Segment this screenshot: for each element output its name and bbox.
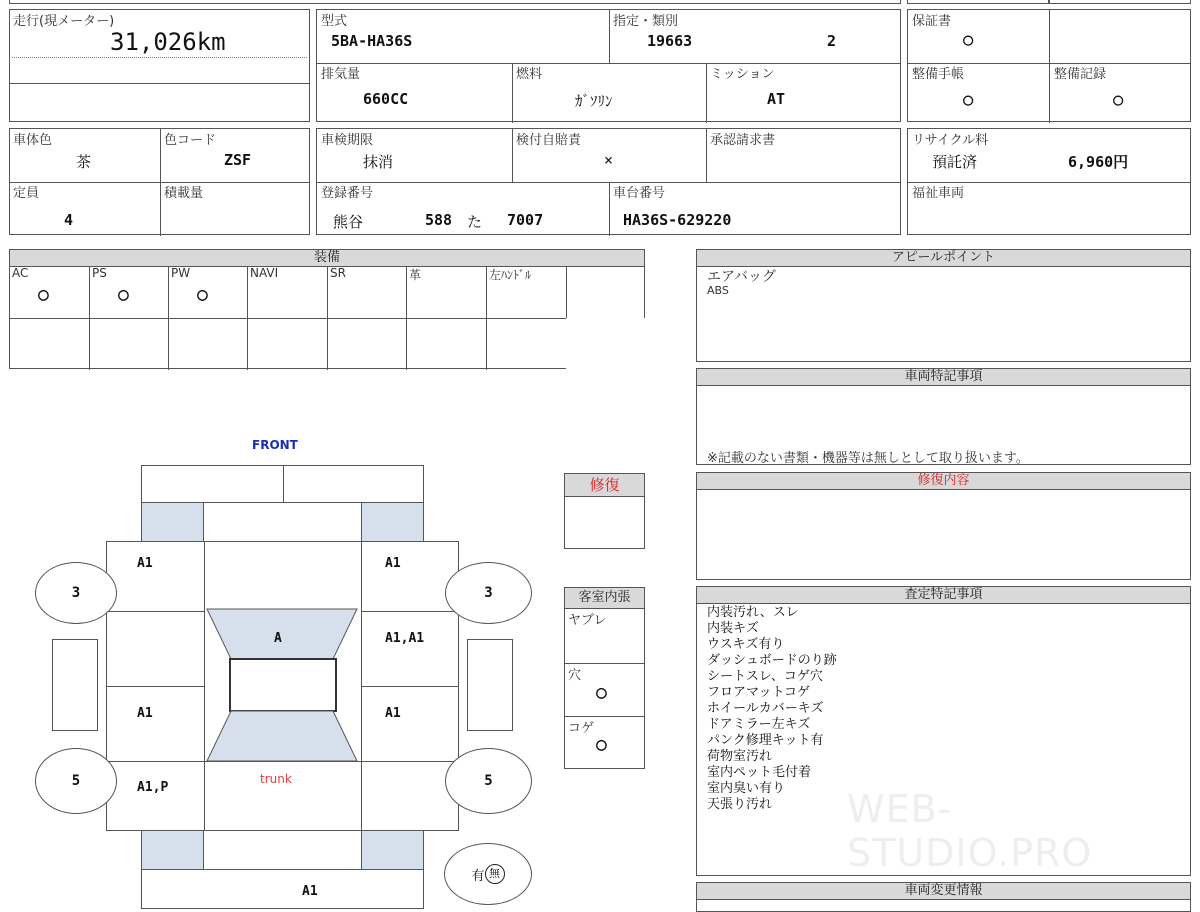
rear-code: A1 [302, 884, 318, 899]
right-mirror [467, 639, 513, 731]
fr-fender-code: A1 [385, 556, 401, 571]
rear-bumper [141, 869, 424, 909]
tire-rl: 5 [35, 748, 117, 814]
transmission-value: AT [767, 90, 786, 108]
interior-title: 客室内張 [565, 588, 644, 609]
change-info-title: 車両変更情報 [697, 883, 1190, 900]
fuel-value: ｶﾞｿﾘﾝ [575, 92, 613, 110]
load-label: 積載量 [164, 186, 204, 201]
mileage-label: 走行(現メーター) [13, 14, 115, 29]
rl-quarter-code: A1,P [137, 780, 169, 795]
insurance-value: × [604, 151, 614, 169]
fr-door-code: A1,A1 [385, 631, 425, 646]
warranty-box [907, 9, 1191, 122]
windshield [207, 609, 357, 659]
body-color-value: 茶 [76, 153, 92, 171]
trunk-label: trunk [260, 772, 292, 786]
inspection-value: 抹消 [363, 153, 394, 171]
warranty-label: 保証書 [912, 14, 952, 29]
maint-record-label: 整備記録 [1054, 67, 1107, 82]
displacement-value: 660CC [363, 90, 409, 108]
car-diagram [0, 0, 560, 900]
warranty-value: ○ [963, 30, 974, 50]
assessment-title: 査定特記事項 [697, 587, 1190, 604]
appeal-line1: エアバッグ [707, 269, 776, 285]
repair-box [564, 473, 645, 549]
top-strip-right [907, 0, 1049, 4]
change-info-box [696, 882, 1191, 912]
equip-ps-label: PS [92, 266, 107, 280]
repair-details-box [696, 472, 1191, 580]
assessment-box [696, 586, 1191, 876]
recycle-label: リサイクル料 [912, 133, 989, 148]
rr-door-code: A1 [385, 706, 401, 721]
registration-kana: た [467, 213, 483, 231]
roof [230, 659, 336, 711]
front-right-pillar [361, 502, 424, 542]
equip-ps-value: ○ [118, 284, 129, 305]
approval-label: 承認請求書 [710, 133, 776, 148]
equip-pw-value: ○ [197, 284, 208, 305]
equipment-title: 装備 [10, 250, 644, 267]
front-bumper [141, 465, 424, 503]
tire-fr: 3 [445, 562, 532, 624]
rear-right-pillar [361, 830, 424, 870]
equip-pw-label: PW [171, 266, 191, 280]
displacement-label: 排気量 [321, 67, 361, 82]
equip-ac-value: ○ [38, 284, 49, 305]
fuel-label: 燃料 [516, 67, 543, 82]
transmission-label: ミッション [710, 67, 775, 82]
assessment-list: 内装汚れ、スレ 内装キズ ウスキズ有り ダッシュボードのり跡 シートスレ、コゲ穴 フロアマットコゲ ホイールカバーキズ ドアミラー左キズ パンク修理キット有 荷物室汚れ 室内ペット毛付着 室内臭い有り 天張り汚れ [707, 605, 837, 812]
equip-navi-label: NAVI [250, 266, 279, 280]
vehicle-notes-title: 車両特記事項 [697, 369, 1190, 386]
equip-lhd-label: 左ﾊﾝﾄﾞﾙ [489, 268, 532, 282]
spare-yes: 有 [471, 868, 485, 884]
equip-ac-label: AC [12, 266, 29, 280]
cabin-svg [203, 541, 362, 761]
recycle-amount: 6,960円 [1068, 153, 1129, 171]
registration-area: 熊谷 [333, 213, 364, 231]
appeal-line2: ABS [707, 284, 729, 297]
body-color-label: 車体色 [13, 133, 53, 148]
fl-fender-code: A1 [137, 556, 153, 571]
repair-details-title: 修復内容 [697, 473, 1190, 490]
rear-left-pillar [141, 830, 204, 870]
color-code-label: 色コード [164, 133, 217, 148]
designation-value2: 2 [827, 32, 837, 50]
interior-box [564, 587, 645, 769]
chassis-label: 車台番号 [613, 186, 666, 201]
appeal-box [696, 249, 1191, 362]
front-left-pillar [141, 502, 204, 542]
appeal-title: アピールポイント [697, 250, 1190, 267]
repair-title: 修復 [565, 474, 644, 497]
designation-label: 指定・類別 [613, 14, 679, 29]
spare-tire [444, 843, 532, 905]
tire-rr: 5 [445, 748, 532, 814]
rear-window [207, 711, 357, 761]
capacity-value: 4 [64, 211, 74, 229]
vehicle-notes-text: ※記載のない書類・機器等は無しとして取り扱います。 [707, 451, 1029, 466]
vehicle-notes-box [696, 368, 1191, 465]
inspection-label: 車検期限 [321, 133, 374, 148]
front-panel [203, 502, 362, 542]
recycle-status: 預託済 [932, 153, 978, 171]
capacity-label: 定員 [13, 186, 40, 201]
interior-koge: コゲ [568, 721, 595, 736]
model-label: 型式 [321, 14, 348, 29]
model-value: 5BA-HA36S [331, 32, 413, 50]
interior-koge-value: ○ [596, 734, 607, 755]
equip-sr-label: SR [330, 266, 346, 280]
maint-book-label: 整備手帳 [912, 67, 965, 82]
hood-code: A [274, 631, 282, 646]
spare-no: 無 [485, 864, 505, 884]
rear-panel [203, 830, 362, 870]
interior-ana-value: ○ [596, 682, 607, 703]
insurance-label: 検付自賠責 [516, 133, 582, 148]
front-label: FRONT [252, 438, 298, 452]
color-code-value: ZSF [224, 151, 252, 169]
interior-ana: 穴 [568, 668, 582, 683]
registration-num: 588 [425, 211, 453, 229]
recycle-box [907, 128, 1191, 235]
maint-book-value: ○ [963, 90, 974, 110]
equip-leather-label: 革 [409, 268, 422, 282]
registration-digits: 7007 [507, 211, 544, 229]
maint-record-value: ○ [1113, 90, 1124, 110]
interior-yabure: ヤブレ [568, 613, 607, 628]
chassis-value: HA36S-629220 [623, 211, 732, 229]
top-strip-right2 [1049, 0, 1191, 4]
watermark: WEB-STUDIO.PRO [847, 787, 1093, 875]
tire-fl: 3 [35, 562, 117, 624]
designation-value1: 19663 [647, 32, 693, 50]
welfare-label: 福祉車両 [912, 186, 965, 201]
rl-door-code: A1 [137, 706, 153, 721]
left-mirror [52, 639, 98, 731]
mileage-value: 31,026km [110, 28, 226, 56]
registration-label: 登録番号 [321, 186, 374, 201]
